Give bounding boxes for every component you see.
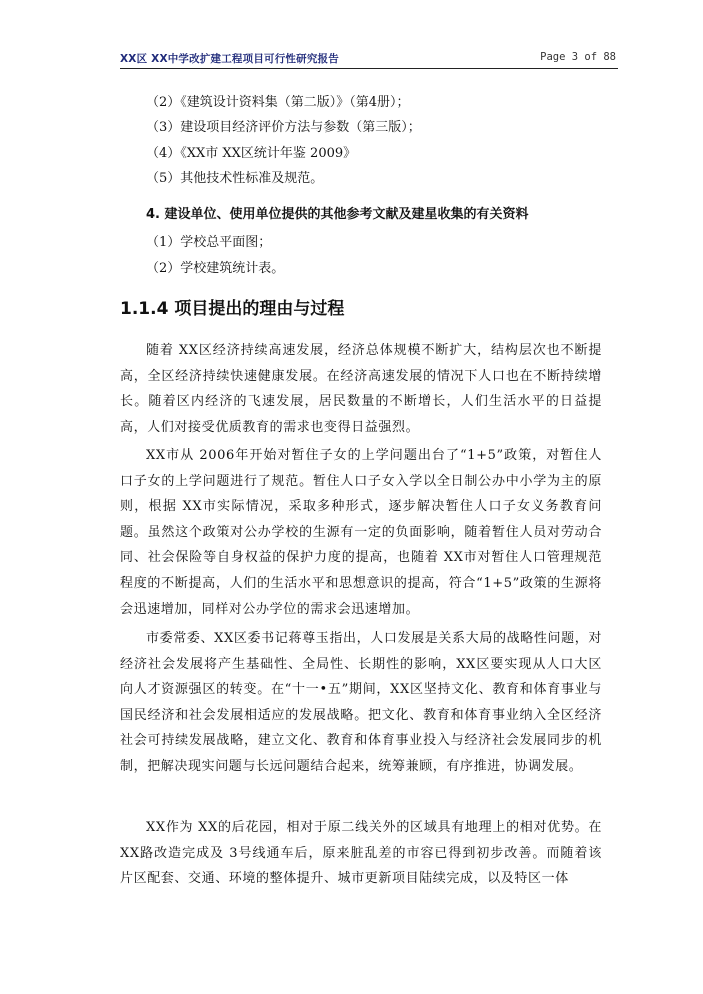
page-header <box>120 50 618 69</box>
reference-item: （4）《XX市 XX区统计年鉴 2009》 <box>146 146 357 161</box>
reference-item: （3）建设项目经济评价方法与参数（第三版）； <box>146 120 421 135</box>
material-item: （1）学校总平面图； <box>146 235 272 250</box>
subsection-heading: 4. 建设单位、使用单位提供的其他参考文献及建星收集的有关资料 <box>146 207 529 222</box>
reference-item: （2）《建筑设计资料集（第二版）》（第4册）； <box>146 95 410 110</box>
body-paragraph: 市委常委、XX区委书记蒋尊玉指出，人口发展是关系大局的战略性问题，对经济社会发展将产生基础性、全局性、长期性的影响，XX区要实现从人口大区向人才资源强区的转变。在“十一•五”期间，XX区坚持文化、教育和体育事业与国民经济和社会发展相适应的发展战略。把文化、教育和体育事业纳入全区经济社会可持续发展战略，建立文化、教育和体育事业投入与经济社会发展同步的机制，把解决现实问题与长远问题结合起来，统筹兼顾，有序推进，协调发展。 <box>120 631 602 774</box>
page-number: Page 3 of 88 <box>540 51 616 63</box>
body-paragraph: XX作为 XX的后花园，相对于原二线关外的区域具有地理上的相对优势。在 XX路改造完成及 3号线通车后，原来脏乱差的市容已得到初步改善。而随着该片区配套、交通、环境的整体提升、城市更新项目陆续完成，以及特区一体 <box>120 820 602 887</box>
document-title: XX区 XX中学改扩建工程项目可行性研究报告 <box>120 53 339 65</box>
body-paragraph: XX市从 2006年开始对暂住子女的上学问题出台了“1+5”政策，对暂住人口子女的上学问题进行了规范。暂住人口子女入学以全日制公办中小学为主的原则，根据 XX市实际情况，采取多种形式，逐步解决暂住人口子女义务教育问题。虽然这个政策对公办学校的生源有一定的负面影响，随着暂住人员对劳动合同、社会保险等自身权益的保护力度的提高，也随着 XX市对暂住人口管理规范程度的不断提高，人们的生活水平和思想意识的提高，符合“1+5”政策的生源将会迅速增加，同样对公办学位的需求会迅速增加。 <box>120 448 602 617</box>
reference-item: （5）其他技术性标准及规范。 <box>146 171 324 186</box>
body-paragraph: 随着 XX区经济持续高速发展，经济总体规模不断扩大，结构层次也不断提高，全区经济持续快速健康发展。在经济高速发展的情况下人口也在不断持续增长。随着区内经济的飞速发展，居民数量的不断增长，人们生活水平的日益提高，人们对接受优质教育的需求也变得日益强烈。 <box>120 343 602 435</box>
material-item: （2）学校建筑统计表。 <box>146 261 285 276</box>
section-heading: 1.1.4 项目提出的理由与过程 <box>120 299 345 319</box>
